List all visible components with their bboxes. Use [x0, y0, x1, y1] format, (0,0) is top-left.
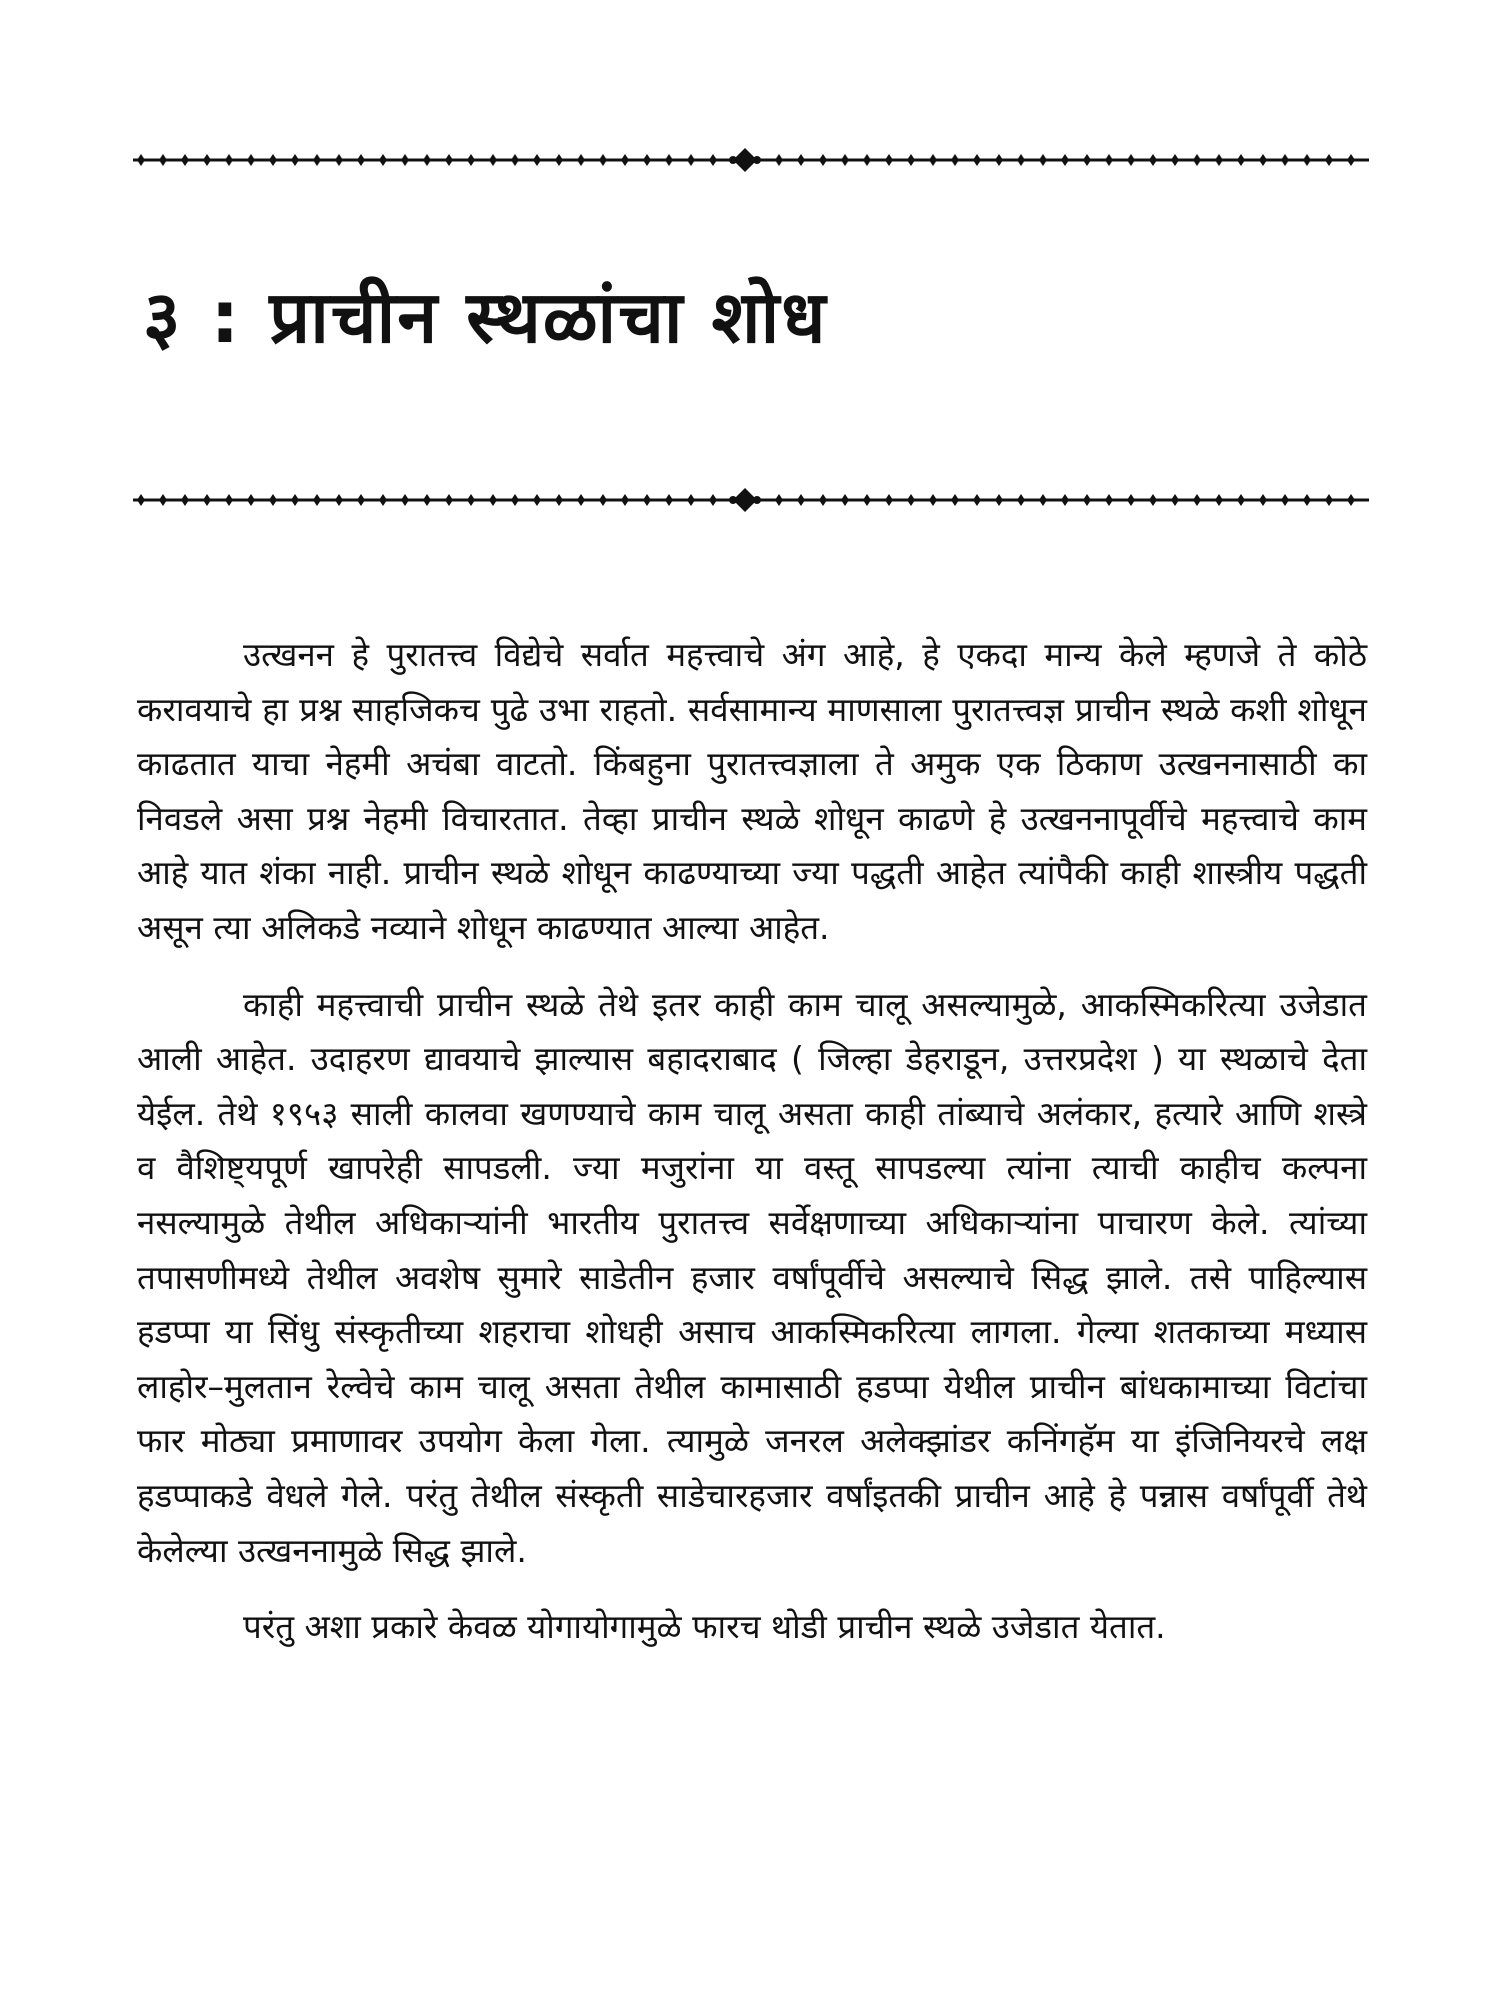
ornamental-divider-top	[133, 146, 1369, 174]
chapter-separator: :	[210, 275, 242, 359]
chapter-title: प्राचीन स्थळांचा शोध	[269, 275, 828, 359]
paragraph-1: उत्खनन हे पुरातत्त्व विद्येचे सर्वात महत्त्वाचे अंग आहे, हे एकदा मान्य केले म्हणजे ते कोठे करावयाचे हा प्रश्न साहजिकच पुढे उभा राहतो. सर्वसामान्य माणसाला पुरातत्त्वज्ञ प्राचीन स्थळे कशी शोधून काढतात याचा नेहमी अचंबा वाटतो. किंबहुना पुरातत्त्वज्ञाला ते अमुक एक ठिकाण उत्खननासाठी का निवडले असा प्रश्न नेहमी विचारतात. तेव्हा प्राचीन स्थळे शोधून काढणे हे उत्खननापूर्वीचे महत्त्वाचे काम आहे यात शंका नाही. प्राचीन स्थळे शोधून काढण्याच्या ज्या पद्धती आहेत त्यांपैकी काही शास्त्रीय पद्धती असून त्या अलिकडे नव्याने शोधून काढण्यात आल्या आहेत.	[137, 635, 1367, 947]
paragraph-3: परंतु अशा प्रकारे केवळ योगायोगामुळे फारच थोडी प्राचीन स्थळे उजेडात येतात.	[243, 1607, 1166, 1647]
ornamental-divider-bottom	[133, 486, 1369, 514]
body-text	[137, 628, 1367, 1655]
paragraph-2: काही महत्त्वाची प्राचीन स्थळे तेथे इतर काही काम चालू असल्यामुळे, आकस्मिकरित्या उजेडात आली आहेत. उदाहरण द्यावयाचे झाल्यास बहादराबाद ( जिल्हा डेहराडून, उत्तरप्रदेश ) या स्थळाचे देता येईल. तेथे १९५३ साली कालवा खणण्याचे काम चालू असता काही तांब्याचे अलंकार, हत्यारे आणि शस्त्रे व वैशिष्ट्यपूर्ण खापरेही सापडली. ज्या मजुरांना या वस्तू सापडल्या त्यांना त्याची काहीच कल्पना नसल्यामुळे तेथील अधिकाऱ्यांनी भारतीय पुरातत्त्व सर्वेक्षणाच्या अधिकाऱ्यांना पाचारण केले. त्यांच्या तपासणीमध्ये तेथील अवशेष सुमारे साडेतीन हजार वर्षांपूर्वीचे असल्याचे सिद्ध झाले. तसे पाहिल्यास हडप्पा या सिंधु संस्कृतीच्या शहराचा शोधही असाच आकस्मिकरित्या लागला. गेल्या शतकाच्या मध्यास लाहोर–मुलतान रेल्वेचे काम चालू असता तेथील कामासाठी हडप्पा येथील प्राचीन बांधकामाच्या विटांचा फार मोठ्या प्रमाणावर उपयोग केला गेला. त्यामुळे जनरल अलेक्झांडर कनिंगहॅम या इंजिनियरचे लक्ष हडप्पाकडे वेधले गेले. परंतु तेथील संस्कृती साडेचारहजार वर्षांइतकी प्राचीन आहे हे पन्नास वर्षांपूर्वी तेथे केलेल्या उत्खननामुळे सिद्ध झाले.	[137, 984, 1367, 1570]
chapter-number: ३	[143, 275, 183, 359]
chapter-heading	[143, 275, 828, 359]
